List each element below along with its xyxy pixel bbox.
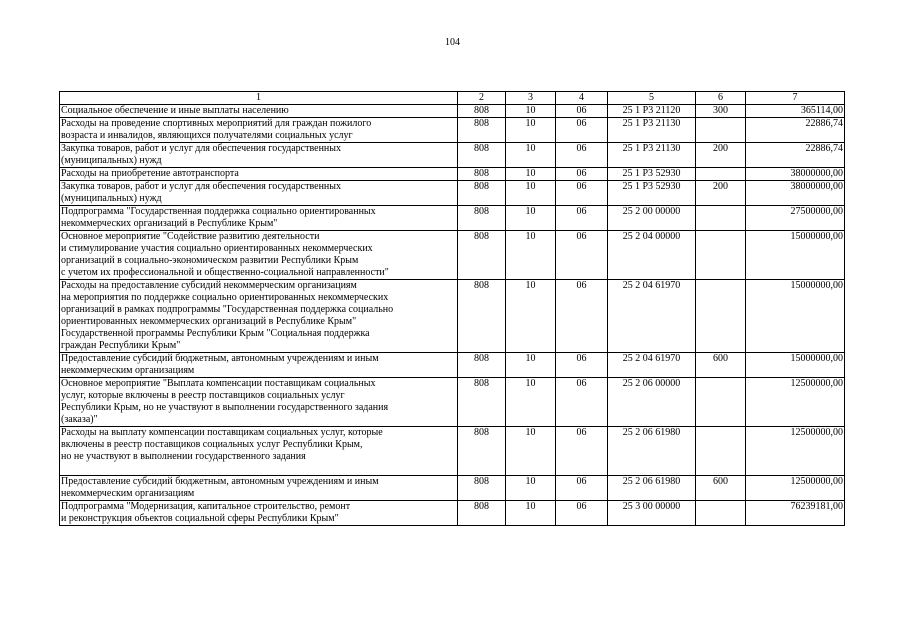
row-code-expense: [696, 118, 746, 143]
row-code-subsection: 06: [556, 143, 608, 168]
row-description: [60, 168, 458, 181]
row-code-section: 10: [506, 168, 556, 181]
header-col-2: 2: [458, 92, 506, 105]
row-code-target: 25 2 06 61980: [608, 476, 696, 501]
row-code-section: 10: [506, 427, 556, 476]
row-amount: 12500000,00: [746, 427, 845, 476]
description-line: Подпрограмма "Государственная поддержка социально ориентированных: [61, 206, 376, 217]
row-description: [60, 353, 458, 378]
row-amount: 12500000,00: [746, 476, 845, 501]
description-line: включены в реестр поставщиков социальных услуг Республики Крым,: [61, 439, 363, 450]
row-description: [60, 143, 458, 168]
row-code-admin: 808: [458, 143, 506, 168]
row-code-expense: [696, 280, 746, 353]
description-line: Расходы на выплату компенсации поставщикам социальных услуг, которые: [61, 427, 383, 438]
row-code-admin: 808: [458, 353, 506, 378]
row-description: [60, 231, 458, 280]
row-amount: 12500000,00: [746, 378, 845, 427]
budget-table: [59, 91, 845, 526]
description-line: услуг, которые включены в реестр поставщиков социальных услуг: [61, 390, 345, 401]
row-code-target: 25 2 04 00000: [608, 231, 696, 280]
description-line: с учетом их профессиональной и общественно-социальной направленности": [61, 267, 389, 278]
row-code-expense: 600: [696, 476, 746, 501]
row-description: [60, 280, 458, 353]
row-amount: 38000000,00: [746, 168, 845, 181]
row-code-admin: 808: [458, 427, 506, 476]
description-line: (заказа)": [61, 414, 98, 425]
row-amount: 76239181,00: [746, 501, 845, 526]
description-line: возраста и инвалидов, являющихся получателями социальных услуг: [61, 130, 353, 141]
row-code-section: 10: [506, 105, 556, 118]
row-description: [60, 105, 458, 118]
row-amount: 38000000,00: [746, 181, 845, 206]
row-code-target: 25 1 Р3 52930: [608, 181, 696, 206]
row-code-expense: [696, 378, 746, 427]
description-line: некоммерческих организаций в Республике Крым": [61, 218, 278, 229]
table-row: [60, 476, 845, 501]
row-code-admin: 808: [458, 206, 506, 231]
row-code-subsection: 06: [556, 105, 608, 118]
row-code-expense: 200: [696, 143, 746, 168]
row-code-admin: 808: [458, 181, 506, 206]
description-line: и реконструкция объектов социальной сферы Республики Крым": [61, 513, 339, 524]
table-row: [60, 427, 845, 476]
row-amount: 27500000,00: [746, 206, 845, 231]
header-col-5: 5: [608, 92, 696, 105]
row-code-subsection: 06: [556, 168, 608, 181]
row-description: [60, 206, 458, 231]
description-line: Предоставление субсидий бюджетным, автономным учреждениям и иным: [61, 476, 379, 487]
row-code-expense: [696, 231, 746, 280]
row-code-expense: 200: [696, 181, 746, 206]
table-row: [60, 280, 845, 353]
row-code-section: 10: [506, 143, 556, 168]
row-description: [60, 181, 458, 206]
table-row: [60, 353, 845, 378]
row-code-expense: [696, 427, 746, 476]
row-code-section: 10: [506, 206, 556, 231]
row-code-expense: [696, 168, 746, 181]
description-line: Расходы на приобретение автотранспорта: [61, 168, 239, 179]
row-code-admin: 808: [458, 476, 506, 501]
description-line: Основное мероприятие "Содействие развитию деятельности: [61, 231, 320, 242]
row-description: [60, 501, 458, 526]
row-code-target: 25 2 04 61970: [608, 353, 696, 378]
row-code-expense: [696, 206, 746, 231]
row-code-subsection: 06: [556, 118, 608, 143]
description-line: Расходы на проведение спортивных мероприятий для граждан пожилого: [61, 118, 372, 129]
row-code-target: 25 1 Р3 21130: [608, 143, 696, 168]
row-code-target: 25 1 Р3 52930: [608, 168, 696, 181]
header-col-7: 7: [746, 92, 845, 105]
header-col-3: 3: [506, 92, 556, 105]
row-code-section: 10: [506, 118, 556, 143]
table-row: [60, 105, 845, 118]
description-line: Закупка товаров, работ и услуг для обеспечения государственных: [61, 181, 342, 192]
row-description: [60, 118, 458, 143]
row-code-section: 10: [506, 353, 556, 378]
row-code-section: 10: [506, 280, 556, 353]
row-code-admin: 808: [458, 231, 506, 280]
row-description: [60, 476, 458, 501]
row-code-admin: 808: [458, 501, 506, 526]
row-code-target: 25 2 04 61970: [608, 280, 696, 353]
row-amount: 365114,00: [746, 105, 845, 118]
description-line: некоммерческим организациям: [61, 488, 195, 499]
row-code-target: 25 1 Р3 21120: [608, 105, 696, 118]
row-description: [60, 378, 458, 427]
row-code-admin: 808: [458, 168, 506, 181]
row-code-admin: 808: [458, 118, 506, 143]
row-code-target: 25 1 Р3 21130: [608, 118, 696, 143]
table-row: [60, 206, 845, 231]
row-code-expense: 600: [696, 353, 746, 378]
description-line: Государственной программы Республики Крым "Социальная поддержка: [61, 328, 370, 339]
row-code-section: 10: [506, 231, 556, 280]
description-line: Расходы на предоставление субсидий некоммерческим организациям: [61, 280, 357, 291]
description-line: на мероприятия по поддержке социально ориентированных некоммерческих: [61, 292, 389, 303]
description-line: некоммерческим организациям: [61, 365, 195, 376]
row-code-admin: 808: [458, 280, 506, 353]
row-code-subsection: 06: [556, 181, 608, 206]
row-code-subsection: 06: [556, 231, 608, 280]
header-col-4: 4: [556, 92, 608, 105]
description-line: организаций в социально-экономическом развитии Республики Крым: [61, 255, 359, 266]
row-description: [60, 427, 458, 476]
table-row: [60, 118, 845, 143]
row-code-section: 10: [506, 378, 556, 427]
description-line: граждан Республики Крым": [61, 340, 181, 351]
description-line: Основное мероприятие "Выплата компенсации поставщикам социальных: [61, 378, 376, 389]
row-amount: 15000000,00: [746, 231, 845, 280]
header-col-6: 6: [696, 92, 746, 105]
row-code-admin: 808: [458, 378, 506, 427]
description-line: но не участвуют в выполнении государственного задания: [61, 451, 306, 462]
description-line: Закупка товаров, работ и услуг для обеспечения государственных: [61, 143, 342, 154]
row-code-subsection: 06: [556, 378, 608, 427]
row-amount: 22886,74: [746, 118, 845, 143]
table-row: [60, 378, 845, 427]
description-line: [61, 463, 456, 475]
row-code-subsection: 06: [556, 280, 608, 353]
row-code-section: 10: [506, 476, 556, 501]
description-line: (муниципальных) нужд: [61, 155, 162, 166]
page-number: 104: [445, 37, 460, 48]
table-row: [60, 231, 845, 280]
table-row: [60, 143, 845, 168]
row-code-target: 25 2 00 00000: [608, 206, 696, 231]
description-line: Социальное обеспечение и иные выплаты населению: [61, 105, 289, 116]
row-amount: 15000000,00: [746, 353, 845, 378]
row-code-subsection: 06: [556, 353, 608, 378]
row-amount: 15000000,00: [746, 280, 845, 353]
description-line: ориентированных некоммерческих организаций в Республике Крым": [61, 316, 357, 327]
row-code-target: 25 3 00 00000: [608, 501, 696, 526]
row-code-expense: 300: [696, 105, 746, 118]
row-code-target: 25 2 06 00000: [608, 378, 696, 427]
row-code-target: 25 2 06 61980: [608, 427, 696, 476]
header-col-1: 1: [60, 92, 458, 105]
row-code-section: 10: [506, 181, 556, 206]
row-amount: 22886,74: [746, 143, 845, 168]
row-code-admin: 808: [458, 105, 506, 118]
description-line: и стимулирование участия социально ориентированных некоммерческих: [61, 243, 373, 254]
table-row: [60, 181, 845, 206]
description-line: Республики Крым, но не участвуют в выполнении государственного задания: [61, 402, 389, 413]
description-line: (муниципальных) нужд: [61, 193, 162, 204]
table-row: [60, 501, 845, 526]
row-code-subsection: 06: [556, 427, 608, 476]
description-line: Предоставление субсидий бюджетным, автономным учреждениям и иным: [61, 353, 379, 364]
row-code-subsection: 06: [556, 501, 608, 526]
table-row: [60, 168, 845, 181]
row-code-subsection: 06: [556, 476, 608, 501]
description-line: организаций в рамках подпрограммы "Государственная поддержка социально: [61, 304, 394, 315]
row-code-subsection: 06: [556, 206, 608, 231]
table-header-row: [60, 92, 845, 105]
description-line: Подпрограмма "Модернизация, капитальное строительство, ремонт: [61, 501, 351, 512]
row-code-section: 10: [506, 501, 556, 526]
row-code-expense: [696, 501, 746, 526]
